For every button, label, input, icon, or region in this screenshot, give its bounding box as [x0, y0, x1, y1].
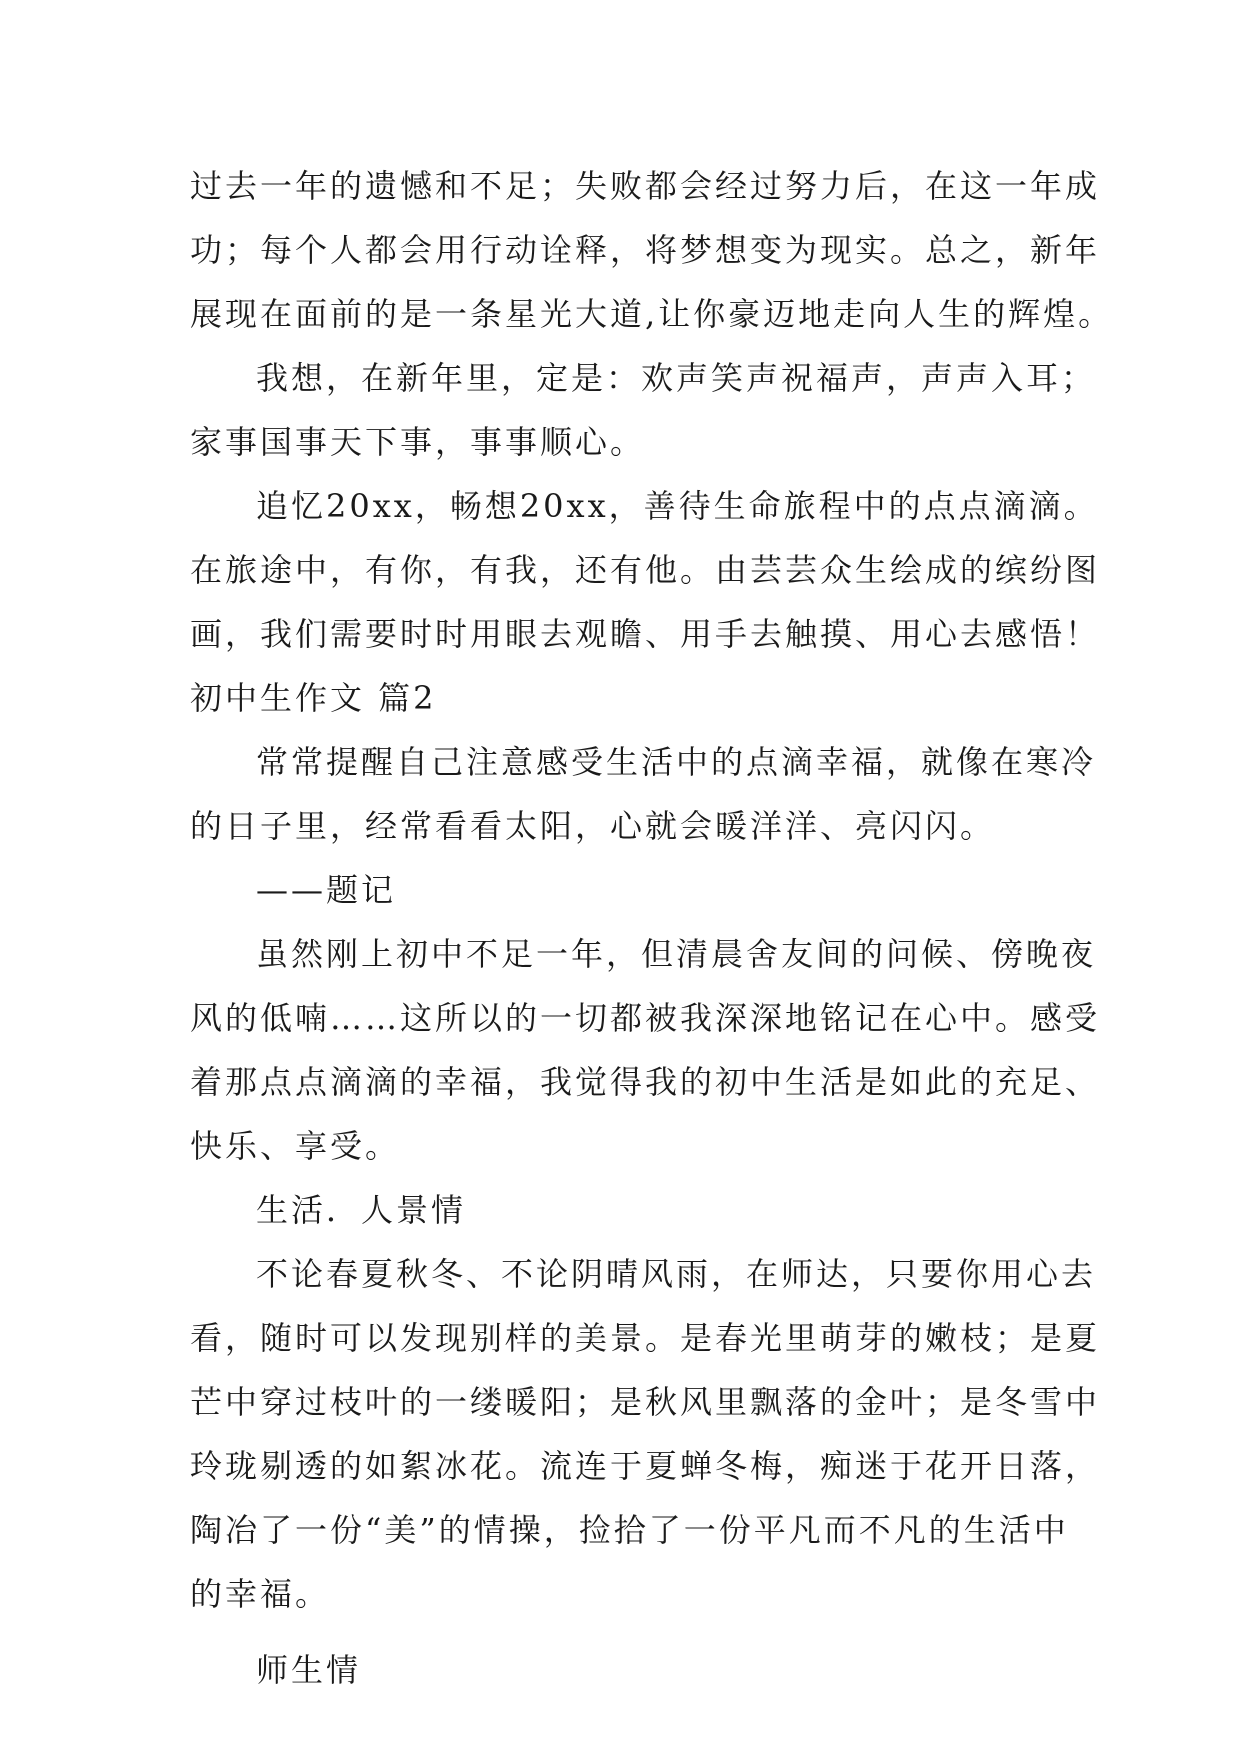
text-line-11: 的日子里，经常看看太阳，心就会暖洋洋、亮闪闪。	[190, 807, 996, 845]
epigraph-note: ——题记	[256, 871, 397, 909]
text-line-15: 着那点点滴滴的幸福，我觉得我的初中生活是如此的充足、	[190, 1063, 1101, 1101]
text-line-19: 看，随时可以发现别样的美景。是春光里萌芽的嫩枝；是夏	[190, 1319, 1101, 1357]
text-line-14: 风的低喃……这所以的一切都被我深深地铭记在心中。感受	[190, 999, 1101, 1037]
text-line-23: 的幸福。	[190, 1575, 331, 1613]
text-line-13: 虽然刚上初中不足一年，但清晨舍友间的问候、傍晚夜	[256, 935, 1097, 973]
text-line-8: 画，我们需要时时用眼去观瞻、用手去触摸、用心去感悟！	[190, 615, 1101, 653]
text-line-21: 玲珑剔透的如絮冰花。流连于夏蝉冬梅，痴迷于花开日落，	[190, 1447, 1101, 1485]
text-line-16: 快乐、享受。	[190, 1127, 401, 1165]
text-line-6: 追忆20xx，畅想20xx，善待生命旅程中的点点滴滴。	[256, 487, 1099, 525]
text-line-10: 常常提醒自己注意感受生活中的点滴幸福，就像在寒冷	[256, 743, 1097, 781]
text-line-20: 芒中穿过枝叶的一缕暖阳；是秋风里飘落的金叶；是冬雪中	[190, 1383, 1101, 1421]
text-line-4: 我想，在新年里，定是：欢声笑声祝福声，声声入耳；	[256, 359, 1097, 397]
text-line-18: 不论春夏秋冬、不论阴晴风雨，在师达，只要你用心去	[256, 1255, 1097, 1293]
text-line-3: 展现在面前的是一条星光大道,让你豪迈地走向人生的辉煌。	[190, 295, 1114, 333]
subheading-scenery: 生活．人景情	[256, 1191, 467, 1229]
section-heading: 初中生作文 篇2	[190, 679, 437, 717]
text-line-1: 过去一年的遗憾和不足；失败都会经过努力后，在这一年成	[190, 167, 1101, 205]
text-line-7: 在旅途中，有你，有我，还有他。由芸芸众生绘成的缤纷图	[190, 551, 1101, 589]
text-line-2: 功；每个人都会用行动诠释，将梦想变为现实。总之，新年	[190, 231, 1101, 269]
text-line-5: 家事国事天下事，事事顺心。	[190, 423, 646, 461]
subheading-teacher-student: 师生情	[256, 1651, 362, 1689]
text-line-22: 陶冶了一份“美”的情操，捡拾了一份平凡而不凡的生活中	[190, 1511, 1069, 1549]
